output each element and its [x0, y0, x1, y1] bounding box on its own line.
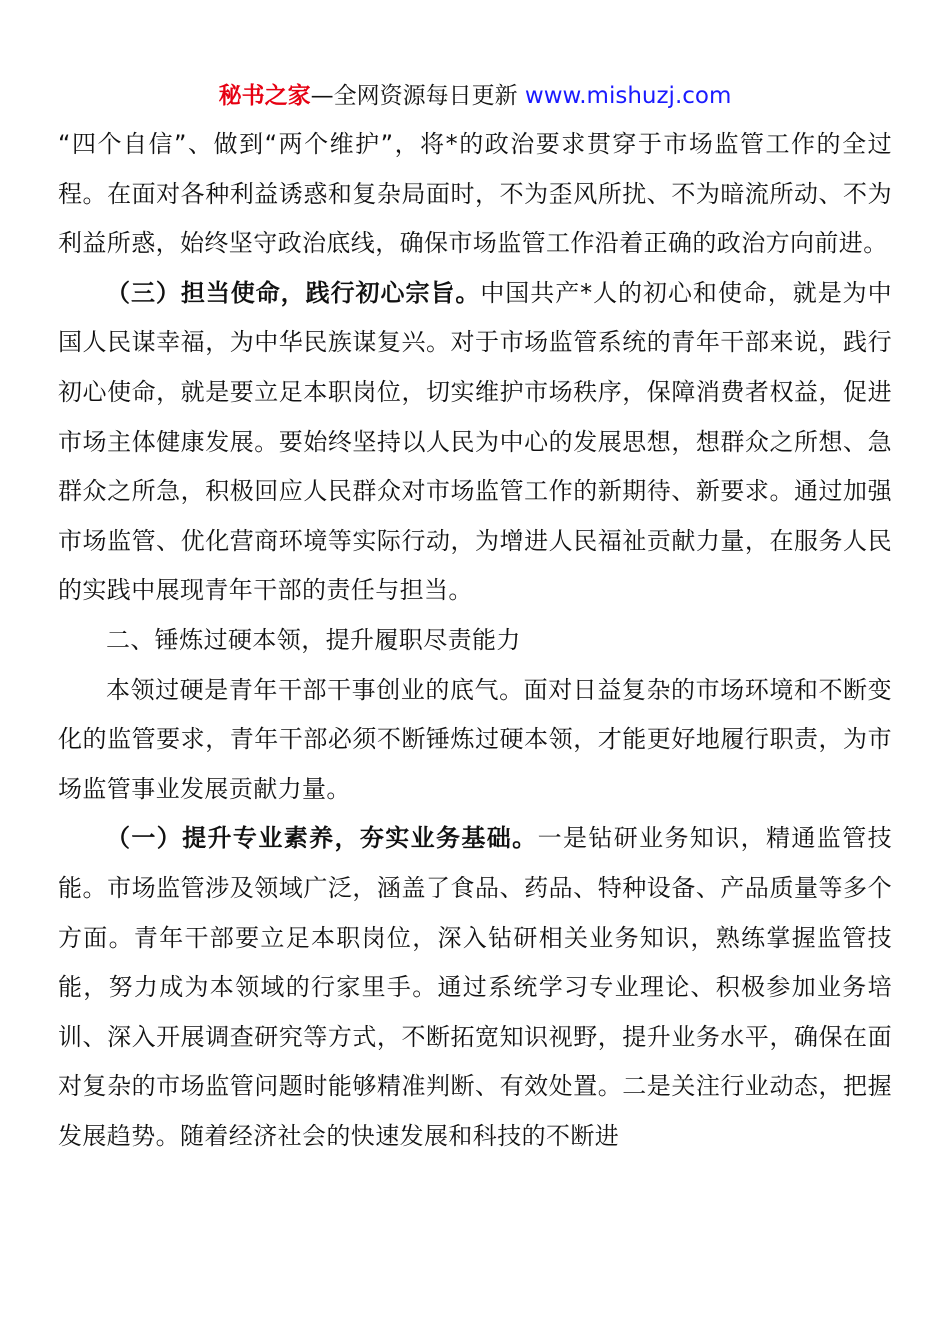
- site-url-link[interactable]: www.mishuzj.com: [524, 83, 732, 109]
- document-body: [58, 120, 892, 1161]
- paragraph-section-1: [58, 814, 892, 1161]
- header-tagline: —全网资源每日更新: [310, 83, 525, 109]
- chapter-heading-text: 二、锤炼过硬本领，提升履职尽责能力: [106, 625, 521, 654]
- brand-name: 秘书之家: [218, 83, 311, 109]
- paragraph-text: 本领过硬是青年干部干事创业的底气。面对日益复杂的市场环境和不断变化的监管要求，青年干部必须不断锤炼过硬本领，才能更好地履行职责，为市场监管事业发展贡献力量。: [58, 675, 892, 803]
- paragraph-text: “四个自信”、做到“两个维护”，将*的政治要求贯穿于市场监管工作的全过程。在面对各种利益诱惑和复杂局面时，不为歪风所扰、不为暗流所动、不为利益所惑，始终坚守政治底线，确保市场监管工作沿着正确的政治方向前进。: [58, 130, 892, 258]
- paragraph-text: 一是钻研业务知识，精通监管技能。市场监管涉及领域广泛，涵盖了食品、药品、特种设备、产品质量等多个方面。青年干部要立足本职岗位，深入钻研相关业务知识，熟练掌握监管技能，努力成为本领域的行家里手。通过系统学习专业理论、积极参加业务培训、深入开展调查研究等方式，不断拓宽知识视野，提升业务水平，确保在面对复杂的市场监管问题时能够精准判断、有效处置。二是关注行业动态，把握发展趋势。随着经济社会的快速发展和科技的不断进: [58, 824, 892, 1150]
- site-header: [0, 80, 950, 112]
- paragraph-continuation: [58, 120, 892, 269]
- paragraph-intro: [58, 666, 892, 815]
- paragraph-text: 中国共产*人的初心和使命，就是为中国人民谋幸福，为中华民族谋复兴。对于市场监管系统的青年干部来说，践行初心使命，就是要立足本职岗位，切实维护市场秩序，保障消费者权益，促进市场主体健康发展。要始终坚持以人民为中心的发展思想，想群众之所想、急群众之所急，积极回应人民群众对市场监管工作的新期待、新要求。通过加强市场监管、优化营商环境等实际行动，为增进人民福祉贡献力量，在服务人民的实践中展现青年干部的责任与担当。: [58, 278, 892, 605]
- section-heading: （一）提升专业素养，夯实业务基础。: [106, 824, 538, 853]
- chapter-heading: [58, 616, 892, 666]
- paragraph-section-3: [58, 269, 892, 616]
- section-heading: （三）担当使命，践行初心宗旨。: [106, 278, 481, 307]
